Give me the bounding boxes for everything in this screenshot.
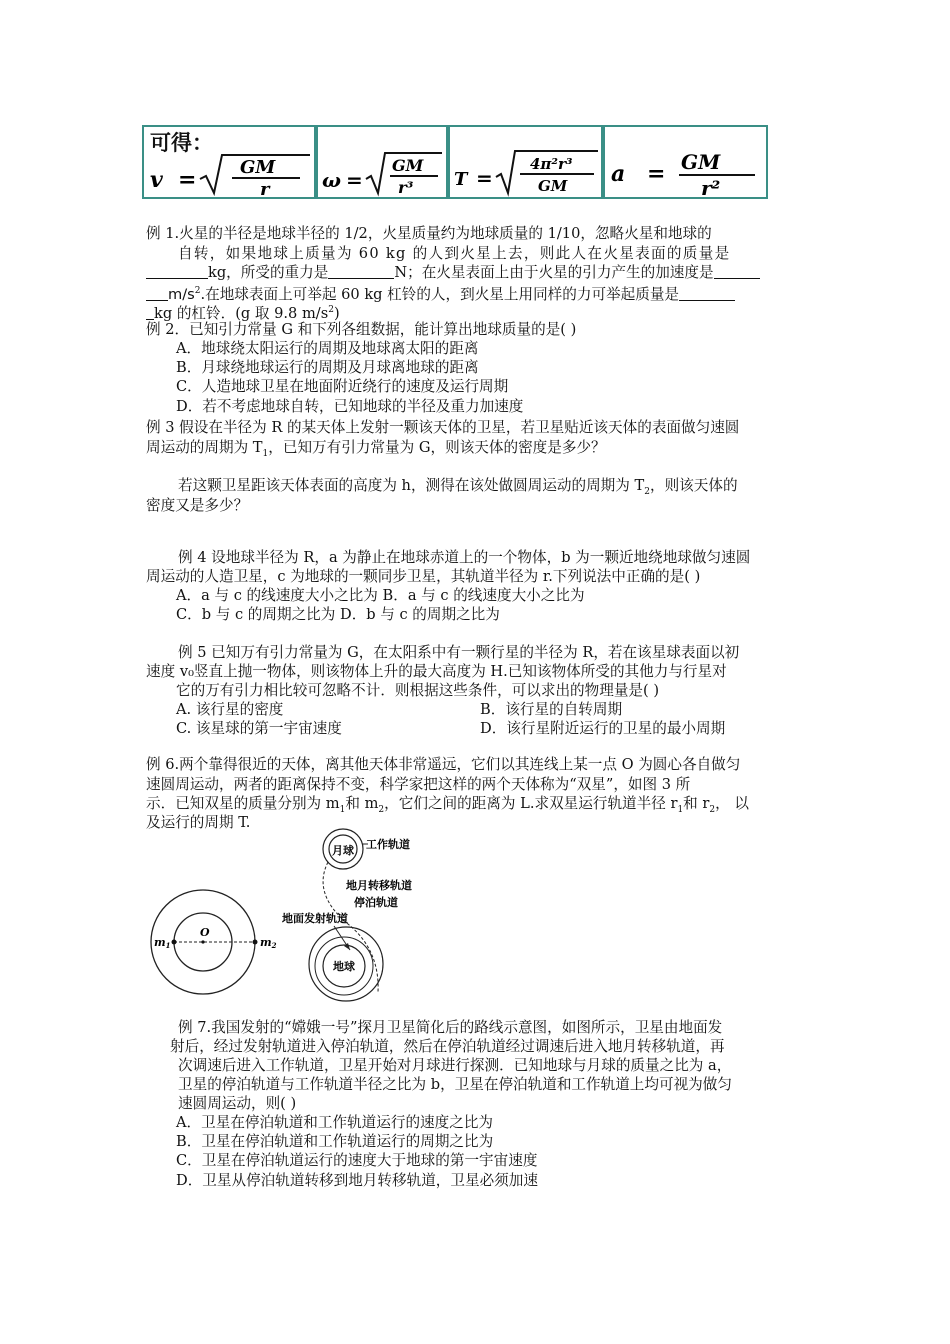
label-m2: m2 xyxy=(260,936,277,950)
formula-v-den: r xyxy=(260,179,270,197)
formula-omega-den: r³ xyxy=(398,178,414,197)
ex1-line4: $m/s^2$.在地球表面上可举起 60 kg 杠铃的人，到火星上用同样的力可举起质量是 xyxy=(146,282,810,304)
ex1-line3 xyxy=(146,263,810,282)
star-m1 xyxy=(172,940,177,945)
ex5-line2: 速度 v₀竖直上抛一物体，则该物体上升的最大高度为 H.已知该物体所受的其他力与行星对 xyxy=(146,663,727,680)
formula-omega-svg xyxy=(318,127,446,197)
formula-accel-eq: = xyxy=(647,161,666,187)
formula-v-num: GM xyxy=(240,157,276,178)
ex2-stem: 例 2．已知引力常量 G 和下列各组数据，能计算出地球质量的是( ) xyxy=(146,321,577,338)
earth-label: 地球 xyxy=(333,960,355,973)
center-point xyxy=(201,940,204,943)
formula-accel-svg xyxy=(605,127,766,197)
formula-box-period xyxy=(448,125,603,199)
ex6-line1: 例 6.两个靠得很近的天体，离其他天体非常遥远，它们以其连线上某一点 O 为圆心各自做匀 xyxy=(146,756,741,773)
ex4-options-ab: A．a 与 c 的线速度大小之比为 B．a 与 c 的线速度大小之比为 xyxy=(176,587,585,604)
ex6-l3d: 和 r xyxy=(683,795,710,812)
blank[interactable] xyxy=(328,264,394,279)
ex3-l3b: ，则该天体的 xyxy=(649,477,738,494)
blank[interactable] xyxy=(679,286,735,301)
formula-period-lhs: T xyxy=(454,169,468,190)
ex3-l2b: ，已知万有引力常量为 G，则该天体的密度是多少？ xyxy=(268,439,606,456)
formula-title: 可得： xyxy=(150,131,213,155)
label-m1: m1 xyxy=(154,936,171,950)
star-m2 xyxy=(253,940,258,945)
ex7-line1: 例 7.我国发射的“嫦娥一号”探月卫星简化后的路线示意图，如图所示，卫星由地面发 xyxy=(178,1019,723,1036)
ex3-l2a: 周运动的周期为 T xyxy=(146,439,263,456)
formula-omega-eq: = xyxy=(346,168,363,192)
ex4-line1: 例 4 设地球半径为 R，a 为静止在地球赤道上的一个物体，b 为一颗近地绕地球做匀速圆 xyxy=(178,549,751,566)
formula-v-svg xyxy=(144,127,314,197)
ex1-line5: kg 的杠铃．(g 取 9.8 $m/s^2$) xyxy=(146,301,810,323)
label-center-o: O xyxy=(200,926,210,939)
ex6-l3a: 示．已知双星的质量分别为 m xyxy=(146,795,340,812)
ex4-options-cd: C．b 与 c 的周期之比为 D．b 与 c 的周期之比为 xyxy=(176,606,500,623)
transfer-orbit-label: 地月转移轨道 xyxy=(346,879,412,892)
formula-v-lhs: v xyxy=(150,167,163,193)
change-orbit-figure xyxy=(282,824,442,1004)
parking-orbit-label: 停泊轨道 xyxy=(354,896,398,909)
ex2-option-a: A．地球绕太阳运行的周期及地球离太阳的距离 xyxy=(176,340,479,357)
formula-box-v xyxy=(142,125,316,199)
formula-period-num: 4π²r³ xyxy=(530,155,573,173)
ex7-option-b: B．卫星在停泊轨道和工作轨道运行的周期之比为 xyxy=(176,1133,494,1150)
ex3-line3: 若这颗卫星距该天体表面的高度为 h，测得在该处做圆周运动的周期为 $T_2$，则该天体的 xyxy=(178,477,738,497)
formula-accel-lhs: a xyxy=(611,161,626,187)
ex7-option-c: C．卫星在停泊轨道运行的速度大于地球的第一宇宙速度 xyxy=(176,1152,538,1169)
ex1-line1: 例 1.火星的半径是地球半径的 1/2，火星质量约为地球质量的 1/10，忽略火星和地球的 xyxy=(146,225,712,242)
formula-omega-num: GM xyxy=(392,156,424,175)
ex1-l5: kg 的杠铃．(g 取 9.8 m/s xyxy=(154,304,329,322)
ex6-l3b: 和 m xyxy=(345,795,379,812)
formula-accel-den: r² xyxy=(701,176,721,197)
ex7-line5: 速圆周运动，则( ) xyxy=(178,1095,297,1112)
ex7-line2: 射后，经过发射轨道进入停泊轨道，然后在停泊轨道经过调速后进入地月转移轨道，再 xyxy=(170,1038,725,1055)
formula-box-accel xyxy=(603,125,768,199)
formula-period-den: GM xyxy=(538,177,568,195)
ex5-line3: 它的万有引力相比较可忽略不计．则根据这些条件，可以求出的物理量是( ) xyxy=(176,682,660,699)
ex1-l3a: kg，所受的重力是 xyxy=(208,264,329,281)
formula-box-omega xyxy=(316,125,448,199)
ex5-line1: 例 5 已知万有引力常量为 G，在太阳系中有一颗行星的半径为 R，若在该星球表面以初 xyxy=(178,644,740,661)
ex1-l4a: m/s xyxy=(168,285,195,303)
ex5-option-d: D．该行星附近运行的卫星的最小周期 xyxy=(480,720,726,737)
launch-orbit-label: 地面发射轨道 xyxy=(282,912,348,925)
ex7-option-d: D．卫星从停泊轨道转移到地月转移轨道，卫星必须加速 xyxy=(176,1172,538,1189)
blank[interactable] xyxy=(146,286,168,301)
formula-accel-num: GM xyxy=(681,150,721,174)
ex4-line2: 周运动的人造卫星，c 为地球的一颗同步卫星，其轨道半径为 r.下列说法中正确的是( ) xyxy=(146,568,701,585)
ex2-option-c: C．人造地球卫星在地面附近绕行的速度及运行周期 xyxy=(176,378,509,395)
ex7-line4: 卫星的停泊轨道与工作轨道半径之比为 b，卫星在停泊轨道和工作轨道上均可视为做匀 xyxy=(178,1076,732,1093)
ex1-l4b: .在地球表面上可举起 60 kg 杠铃的人，到火星上用同样的力可举起质量是 xyxy=(200,285,680,303)
ex1-l5end: ) xyxy=(333,304,340,322)
ex6-l3c: ，它们之间的距离为 L.求双星运行轨道半径 r xyxy=(384,795,678,812)
ex3-line4: 密度又是多少？ xyxy=(146,497,249,514)
ex5-option-b: B．该行星的自转周期 xyxy=(480,701,623,718)
ex2-option-b: B．月球绕地球运行的周期及月球离地球的距离 xyxy=(176,359,479,376)
ex7-line3: 次调速后进入工作轨道，卫星开始对月球进行探测．已知地球与月球的质量之比为 a， xyxy=(178,1057,732,1074)
ex3-line2: 周运动的周期为 $T_1$，已知万有引力常量为 G，则该天体的密度是多少？ xyxy=(146,439,606,459)
formula-period-svg xyxy=(450,127,601,197)
ex1-l3b: N；在火星表面上由于火星的引力产生的加速度是 xyxy=(394,264,714,281)
ex6-l3e: ， 以 xyxy=(715,795,749,812)
ex6-line3: 示．已知双星的质量分别为 $m_1$和 $m_2$，它们之间的距离为 L.求双星运行轨道半径 $r_1$和 $r_2$， 以 xyxy=(146,795,749,815)
binary-star-figure xyxy=(148,884,288,1000)
ex5-option-a: A. 该行星的密度 xyxy=(176,701,284,718)
ex7-option-a: A．卫星在停泊轨道和工作轨道运行的速度之比为 xyxy=(176,1114,494,1131)
ex2-option-d: D．若不考虑地球自转，已知地球的半径及重力加速度 xyxy=(176,398,524,415)
formula-v-eq: = xyxy=(178,167,197,193)
moon-label: 月球 xyxy=(332,844,354,857)
ex1-line2: 自转，如果地球上质量为 60 kg 的人到火星上去，则此人在火星表面的质量是 xyxy=(178,245,731,262)
ex6-line4: 及运行的周期 T. xyxy=(146,814,251,831)
ex5-option-c: C. 该星球的第一宇宙速度 xyxy=(176,720,342,737)
blank[interactable] xyxy=(146,264,208,279)
blank[interactable] xyxy=(714,264,760,279)
formula-period-eq: = xyxy=(476,166,493,190)
ex6-line2: 速圆周运动，两者的距离保持不变，科学家把这样的两个天体称为“双星”，如图 3 所 xyxy=(146,776,691,793)
formula-omega-lhs: ω xyxy=(322,168,342,192)
blank[interactable] xyxy=(146,305,154,320)
work-orbit-label: 工作轨道 xyxy=(366,838,410,851)
ex3-l3a: 若这颗卫星距该天体表面的高度为 h，测得在该处做圆周运动的周期为 T xyxy=(178,477,645,494)
ex3-line1: 例 3 假设在半径为 R 的某天体上发射一颗该天体的卫星，若卫星贴近该天体的表面做匀速圆 xyxy=(146,419,740,436)
